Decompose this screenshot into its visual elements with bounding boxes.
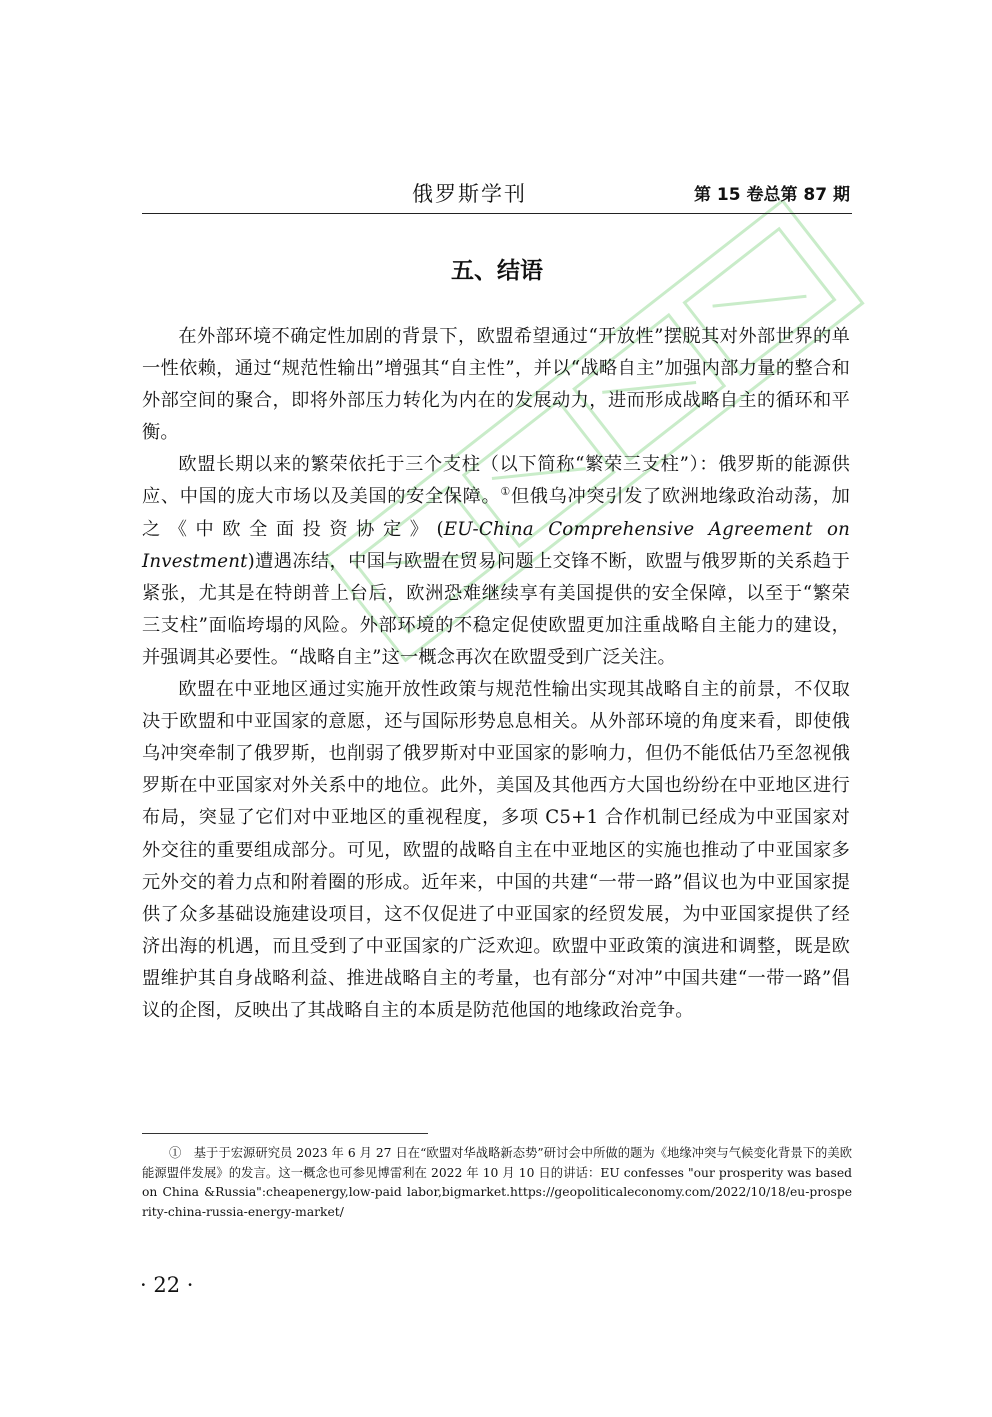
page-number: · 22 ·: [140, 1273, 194, 1297]
footnote-ref[interactable]: ①: [500, 485, 511, 499]
footnote-divider: [142, 1133, 428, 1134]
header-divider: [142, 213, 852, 214]
paragraph-2-part-a: 欧盟长期以来的繁荣依托于三个支柱（以下简称“繁荣三支柱”）：俄罗斯的能源供应、中国的庞大市场以及美国的安全保障。: [142, 454, 850, 508]
paragraph-2-part-b: 但俄乌冲突引发了欧洲地缘政治动荡，加之《中欧全面投资协定》(: [142, 486, 850, 540]
paragraph-2-part-c: )遭遇冻结，中国与欧盟在贸易问题上交锋不断，欧盟与俄罗斯的关系趋于紧张，尤其是在特朗普上台后，欧洲恐难继续享有美国提供的安全保障，以至于“繁荣三支柱”面临垮塌的风险。外部环境的不稳定促使欧盟更加注重战略自主能力的建设，并强调其必要性。“战略自主”这一概念再次在欧盟受到广泛关注。: [142, 550, 850, 668]
paragraph-2: [142, 449, 850, 674]
paragraph-1: 在外部环境不确定性加剧的背景下，欧盟希望通过“开放性”摆脱其对外部世界的单一性依赖，通过“规范性输出”增强其“自主性”，并以“战略自主”加强内部力量的整合和外部空间的聚合，即将外部压力转化为内在的发展动力，进而形成战略自主的循环和平衡。: [142, 326, 850, 444]
body-text: [142, 321, 850, 1027]
journal-name: 俄罗斯学刊: [412, 182, 527, 206]
running-header: [142, 178, 852, 212]
paragraph-3: 欧盟在中亚地区通过实施开放性政策与规范性输出实现其战略自主的前景，不仅取决于欧盟和中亚国家的意愿，还与国际形势息息相关。从外部环境的角度来看，即使俄乌冲突牵制了俄罗斯，也削弱了俄罗斯对中亚国家的影响力，但仍不能低估乃至忽视俄罗斯在中亚国家对外关系中的地位。此外，美国及其他西方大国也纷纷在中亚地区进行布局，突显了它们对中亚地区的重视程度，多项 C5+1 合作机制已经成为中亚国家对外交往的重要组成部分。可见，欧盟的战略自主在中亚地区的实施也推动了中亚国家多元外交的着力点和附着圈的形成。近年来，中国的共建“一带一路”倡议也为中亚国家提供了众多基础设施建设项目，这不仅促进了中亚国家的经贸发展，为中亚国家提供了经济出海的机遇，而且受到了中亚国家的广泛欢迎。欧盟中亚政策的演进和调整，既是欧盟维护其自身战略利益、推进战略自主的考量，也有部分“对冲”中国共建“一带一路”倡议的企图，反映出了其战略自主的本质是防范他国的地缘政治竞争。: [142, 679, 850, 1021]
footnote-1: ① 基于于宏源研究员 2023 年 6 月 27 日在“欧盟对华战略新态势”研讨会中所做的题为《地缘冲突与气候变化背景下的美欧能源盟伴发展》的发言。这一概念也可参见博雷利在 2022 年 10 月 10 日的讲话：EU confesses "our prosperity was based on China &Russia":cheapenergy,low-paid labor,bigmarket.https://geopoliticaleconomy.com/2022/10/18/eu-prosperity-china-russia-energy-market/: [142, 1146, 852, 1219]
section-title: 五、结语: [451, 258, 543, 284]
agreement-english-title: EU-China Comprehensive Agreement on Investment: [142, 518, 851, 572]
volume-issue: 第 15 卷总第 87 期: [694, 185, 850, 205]
